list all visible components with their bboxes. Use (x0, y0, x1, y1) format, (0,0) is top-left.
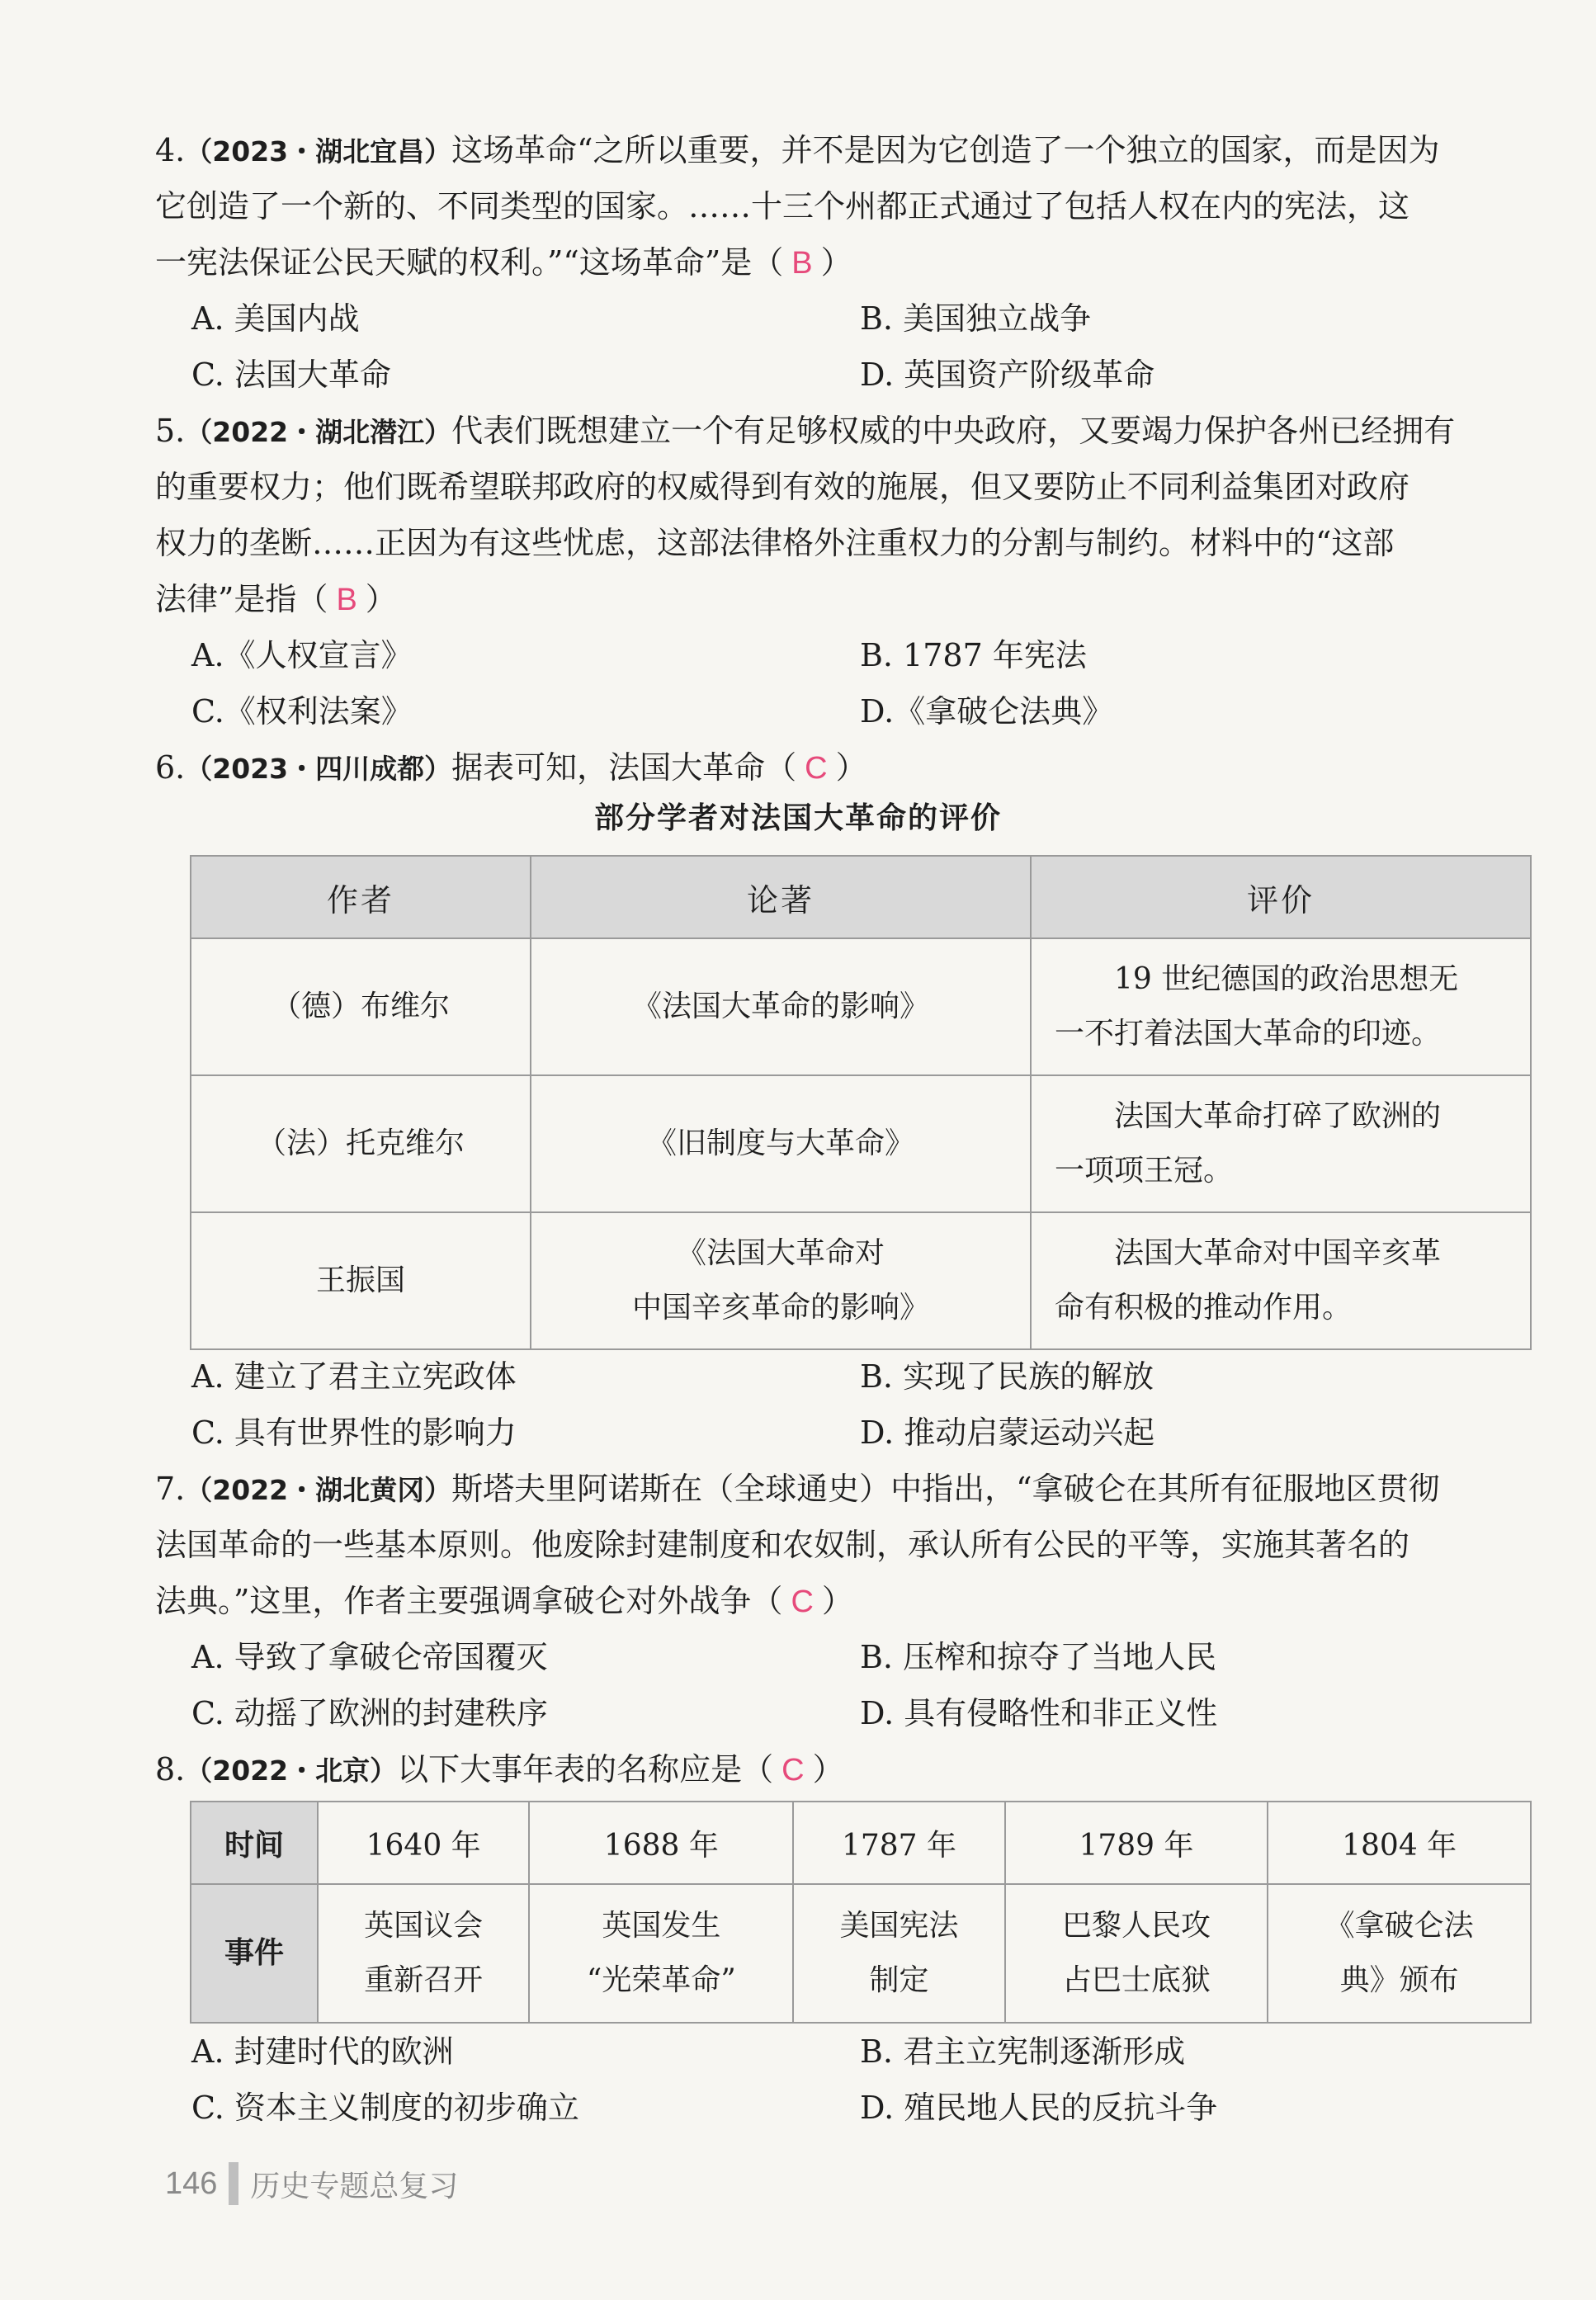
q4-line-2: 它创造了一个新的、不同类型的国家。……十三个州都正式通过了包括人权在内的宪法，这 (155, 188, 1410, 224)
q8-close: ） (812, 1751, 844, 1788)
q5-option-b: B. 1787 年宪法 (860, 637, 1087, 673)
q5-text-4: 法律”是指（ (155, 581, 328, 617)
year-cell: 1804 年 (1268, 1802, 1531, 1884)
q4-text-1: 这场革命“之所以重要，并不是因为它创造了一个独立的国家，而是因为 (451, 132, 1440, 168)
work-text: 《法国大革命的影响》 (631, 989, 929, 1023)
q5-option-a: A.《人权宣言》 (191, 637, 413, 673)
event-text: 巴黎人民攻 (1061, 1909, 1211, 1943)
q7-close: ） (821, 1583, 853, 1619)
q7-text-1: 斯塔夫里阿诺斯在（全球通史）中指出，“拿破仑在其所有征服地区贯彻 (451, 1471, 1440, 1507)
event-cell (318, 1884, 529, 2023)
table-header-evaluation: 评价 (1031, 856, 1531, 938)
evaluation-cell (1031, 1212, 1531, 1349)
q5-number: 5. (155, 413, 186, 449)
q4-source: （2023・湖北宜昌） (185, 135, 452, 168)
q6-option-c: C. 具有世界性的影响力 (191, 1414, 517, 1451)
q8-line-1 (155, 1741, 1533, 1799)
evaluation-cell (1031, 938, 1531, 1075)
year-cell: 1787 年 (793, 1802, 1004, 1884)
evaluation-cell (1031, 1075, 1531, 1212)
q7-line-1 (155, 1461, 1533, 1518)
table-header-author: 作者 (191, 856, 531, 938)
event-cell (529, 1884, 793, 2023)
q8-text-1: 以下大事年表的名称应是（ (397, 1751, 774, 1788)
event-text: 占巴士底狱 (1061, 1963, 1211, 1997)
author-cell: 王振国 (191, 1212, 531, 1349)
q4-option-b: B. 美国独立战争 (860, 300, 1092, 337)
work-cell (531, 938, 1031, 1075)
q7-line-3 (155, 1573, 1533, 1630)
year-cell: 1640 年 (318, 1802, 529, 1884)
q8-number: 8. (155, 1751, 186, 1788)
q6-source: （2023・四川成都） (185, 753, 452, 785)
event-text: “光荣革命” (586, 1963, 736, 1997)
q4-option-c: C. 法国大革命 (191, 357, 391, 393)
evaluation-text: 一不打着法国大革命的印迹。 (1055, 1017, 1442, 1051)
event-text: 英国议会 (364, 1909, 484, 1943)
evaluation-text: 法国大革命打碎了欧洲的 (1114, 1099, 1442, 1133)
evaluation-text: 法国大革命对中国辛亥革 (1114, 1236, 1442, 1270)
q7-option-a: A. 导致了拿破仑帝国覆灭 (191, 1639, 548, 1675)
q6-option-b: B. 实现了民族的解放 (860, 1358, 1155, 1395)
event-text: 《拿破仑法 (1324, 1909, 1474, 1943)
work-text: 《法国大革命对 (676, 1236, 885, 1270)
table-row (191, 1802, 1531, 1884)
q4-number: 4. (155, 132, 186, 168)
q7-line-2: 法国革命的一些基本原则。他废除封建制度和农奴制，承认所有公民的平等，实施其著名的 (155, 1527, 1410, 1563)
q7-option-b: B. 压榨和掠夺了当地人民 (860, 1639, 1217, 1675)
q6-evaluation-table (190, 855, 1532, 1350)
q5-line-1 (155, 403, 1533, 460)
q7-option-d: D. 具有侵略性和非正义性 (860, 1695, 1218, 1731)
year-cell: 1789 年 (1005, 1802, 1268, 1884)
event-text: 制定 (869, 1963, 929, 1997)
work-text: 《旧制度与大革命》 (646, 1126, 914, 1160)
evaluation-text: 19 世纪德国的政治思想无 (1114, 962, 1459, 996)
footer-divider (229, 2162, 238, 2205)
q5-option-d: D.《拿破仑法典》 (860, 693, 1114, 730)
q8-answer: C (781, 1753, 805, 1788)
q4-option-d: D. 英国资产阶级革命 (860, 357, 1155, 393)
q6-line-1 (155, 739, 1533, 797)
q8-option-d: D. 殖民地人民的反抗斗争 (860, 2090, 1218, 2126)
q8-chronology-table (190, 1801, 1532, 2024)
q4-answer: B (791, 246, 813, 281)
event-cell (1005, 1884, 1268, 2023)
q5-option-c: C.《权利法案》 (191, 693, 413, 730)
q5-line-4 (155, 571, 1533, 628)
q6-table-caption: 部分学者对法国大革命的评价 (593, 801, 1002, 835)
q7-option-c: C. 动摇了欧洲的封建秩序 (191, 1695, 548, 1731)
book-title: 历史专题总复习 (250, 2169, 459, 2203)
table-row (191, 1884, 1531, 2023)
q6-answer: C (805, 751, 828, 786)
time-label-cell: 时间 (191, 1802, 318, 1884)
evaluation-text: 命有积极的推动作用。 (1055, 1291, 1353, 1325)
q8-option-b: B. 君主立宪制逐渐形成 (860, 2033, 1186, 2070)
q8-option-a: A. 封建时代的欧洲 (191, 2033, 454, 2070)
q4-text-3: 一宪法保证公民天赋的权利。”“这场革命”是（ (155, 244, 784, 281)
q7-source: （2022・湖北黄冈） (185, 1474, 452, 1506)
author-cell: （法）托克维尔 (191, 1075, 531, 1212)
table-row (191, 1212, 1531, 1349)
table-header-row (191, 856, 1531, 938)
q5-answer: B (336, 583, 357, 617)
q6-text-1: 据表可知，法国大革命（ (451, 749, 797, 786)
q5-line-2: 的重要权力；他们既希望联邦政府的权威得到有效的施展，但又要防止不同利益集团对政府 (155, 469, 1410, 505)
event-cell (1268, 1884, 1531, 2023)
q8-option-c: C. 资本主义制度的初步确立 (191, 2090, 579, 2126)
event-text: 典》颁布 (1339, 1963, 1459, 1997)
q8-source: （2022・北京） (185, 1755, 398, 1787)
q6-close: ） (835, 749, 867, 786)
q5-close: ） (365, 581, 397, 617)
q5-text-1: 代表们既想建立一个有足够权威的中央政府，又要竭力保护各州已经拥有 (451, 413, 1456, 449)
year-cell: 1688 年 (529, 1802, 793, 1884)
q4-close: ） (820, 244, 852, 281)
q6-option-d: D. 推动启蒙运动兴起 (860, 1414, 1155, 1451)
q7-number: 7. (155, 1471, 186, 1507)
evaluation-text: 一项项王冠。 (1055, 1154, 1234, 1188)
q5-source: （2022・湖北潜江） (185, 416, 452, 448)
q7-text-3: 法典。”这里，作者主要强调拿破仑对外战争（ (155, 1583, 783, 1619)
work-cell (531, 1075, 1031, 1212)
table-header-work: 论著 (531, 856, 1031, 938)
q4-line-3 (155, 234, 1533, 291)
event-text: 英国发生 (602, 1909, 721, 1943)
table-row (191, 938, 1531, 1075)
work-cell (531, 1212, 1031, 1349)
work-text: 中国辛亥革命的影响》 (631, 1291, 929, 1325)
q5-line-3: 权力的垄断……正因为有这些忧虑，这部法律格外注重权力的分割与制约。材料中的“这部 (155, 525, 1395, 561)
q7-answer: C (791, 1584, 814, 1619)
q4-line-1 (155, 122, 1533, 180)
page-footer (165, 2161, 458, 2207)
q4-option-a: A. 美国内战 (191, 300, 360, 337)
q6-option-a: A. 建立了君主立宪政体 (191, 1358, 517, 1395)
event-cell (793, 1884, 1004, 2023)
event-text: 重新召开 (364, 1963, 484, 1997)
q6-number: 6. (155, 749, 186, 786)
table-row (191, 1075, 1531, 1212)
event-label-cell: 事件 (191, 1884, 318, 2023)
page-number: 146 (165, 2165, 218, 2201)
author-cell: （德）布维尔 (191, 938, 531, 1075)
event-text: 美国宪法 (839, 1909, 959, 1943)
